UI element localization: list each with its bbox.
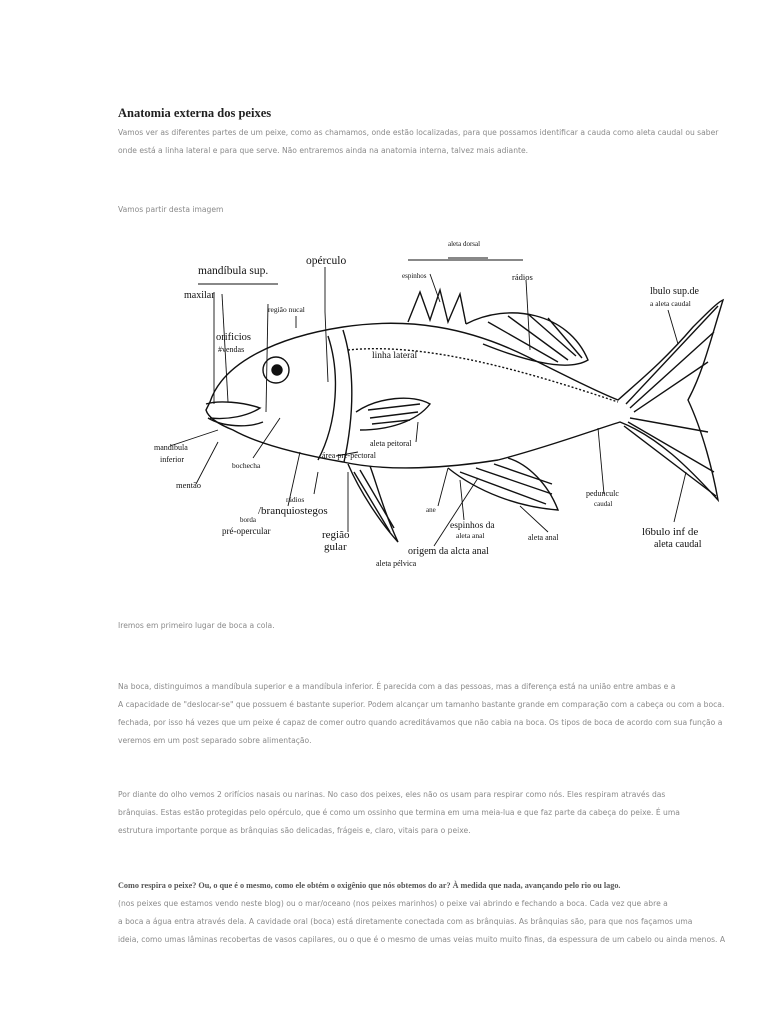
text-line: Vamos ver as diferentes partes de um peixe, como as chamamos, onde estão localizadas, para que possamos identificar a cauda como aleta caudal ou saber <box>118 128 719 137</box>
label-lobulo-sup-1: lbulo sup.de <box>650 286 699 297</box>
article-title: Anatomia externa dos peixes <box>118 106 272 120</box>
text-line: ideia, como umas lâminas recobertas de vasos capilares, ou o que é o mesmo de umas veias muito muito finas, da espessura de um cabelo ou ainda menos. A <box>118 935 726 944</box>
label-area-pre-pectoral: área pré-pectoral <box>322 451 376 460</box>
label-orificios: orificios <box>216 332 251 343</box>
label-lobulo-inf-1: l6bulo inf de <box>642 526 699 538</box>
figure-labels <box>154 240 702 568</box>
label-pedunculo-1: pedunculc <box>586 489 619 498</box>
label-anus: ane <box>426 506 436 514</box>
lead-in-text <box>118 201 746 219</box>
text-line: A capacidade de "deslocar-se" que possuem é bastante superior. Podem alcançar um tamanho bastante grande em comparação com a cabeça ou com a boca. <box>118 700 725 709</box>
breathing-question: Como respira o peixe? Ou, o que é o mesmo, como ele obtém o oxigênio que nós obtemos do ar? À medida que nada, avançando pelo rio ou lago. <box>118 881 621 890</box>
label-espinhos-anal-1: espinhos da <box>450 521 495 531</box>
intro-paragraph <box>118 124 746 160</box>
label-origem-anal: origem da alcta anal <box>408 546 489 557</box>
label-operculo: opérculo <box>306 255 347 267</box>
label-nasais: #vendas <box>218 345 245 354</box>
text-line: onde está a linha lateral e para que serve. Não entraremos ainda na anatomia interna, talvez mais adiante. <box>118 146 529 155</box>
text-line: veremos em um post separado sobre alimentação. <box>118 736 312 745</box>
label-mandibula-inferior-1: mandibula <box>154 443 188 452</box>
label-aleta-dorsal: aleta dorsal <box>448 240 481 248</box>
label-pedunculo-2: caudal <box>594 500 613 508</box>
text-line: (nos peixes que estamos vendo neste blog) ou o mar/oceano (nos peixes marinhos) o peixe vai abrindo e fechando a boca. Cada vez que abre a <box>118 899 668 908</box>
label-radios-top: rádios <box>512 272 533 282</box>
label-borda: borda <box>240 516 256 524</box>
label-regiao-nucal: região nucal <box>268 305 305 314</box>
label-lobulo-inf-2: aleta caudal <box>654 539 702 550</box>
text-line: brânquias. Estas estão protegidas pelo opérculo, que é como um ossinho que termina em uma meia-lua e que faz parte da cabeça do peixe. É uma <box>118 808 680 817</box>
label-mentao: mentão <box>176 480 202 490</box>
label-bochecha: bochecha <box>232 461 261 470</box>
text-line: fechada, por isso há vezes que um peixe é capaz de comer outro quando acreditávamos que não cabia na boca. Os tipos de boca de acordo com sua função a <box>118 718 723 727</box>
label-aleta-peitoral: aleta peitoral <box>370 439 412 448</box>
label-aleta-anal: aleta anal <box>528 533 559 542</box>
label-maxilar: maxilar <box>184 290 215 301</box>
label-espinhos-anal-2: aleta anal <box>456 531 485 540</box>
text-line: Iremos em primeiro lugar de boca a cola. <box>118 621 275 630</box>
label-branquiostegos: /branquiostegos <box>258 505 328 517</box>
nostrils-paragraph <box>118 786 746 840</box>
label-mandibula-sup: mandíbula sup. <box>198 265 269 277</box>
text-line: Por diante do olho vemos 2 orifícios nasais ou narinas. No caso dos peixes, eles não os usam para respirar como nós. Eles respiram através das <box>118 790 666 799</box>
fish-anatomy-figure <box>148 232 728 578</box>
label-regiao-gular-1: região <box>322 529 350 541</box>
label-pre-opercular: pré-opercular <box>222 526 271 536</box>
label-mandibula-inferior-2: inferior <box>160 455 184 464</box>
label-aleta-pelvica: aleta pélvica <box>376 559 417 568</box>
mouth-paragraph <box>118 678 746 750</box>
text-line: a boca a água entra através dela. A cavidade oral (boca) está diretamente conectada com as brânquias. As brânquias são, para que nos façamos uma <box>118 917 693 926</box>
breathing-paragraph <box>118 877 746 949</box>
text-line: Na boca, distinguimos a mandíbula superior e a mandíbula inferior. É parecida com a das pessoas, mas a diferença está na união entre ambas e a <box>118 682 676 691</box>
label-linha-lateral: linha lateral <box>372 351 418 361</box>
label-radios-bottom: rádios <box>286 495 305 504</box>
label-regiao-gular-2: gular <box>324 541 347 553</box>
mouth-intro-text <box>118 617 746 635</box>
label-espinhos: espinhos <box>402 272 427 280</box>
text-line: estrutura importante porque as brânquias são delicadas, frágeis e, claro, vitais para o peixe. <box>118 826 471 835</box>
text-line: Vamos partir desta imagem <box>118 205 224 214</box>
label-lobulo-sup-2: a aleta caudal <box>650 299 691 308</box>
